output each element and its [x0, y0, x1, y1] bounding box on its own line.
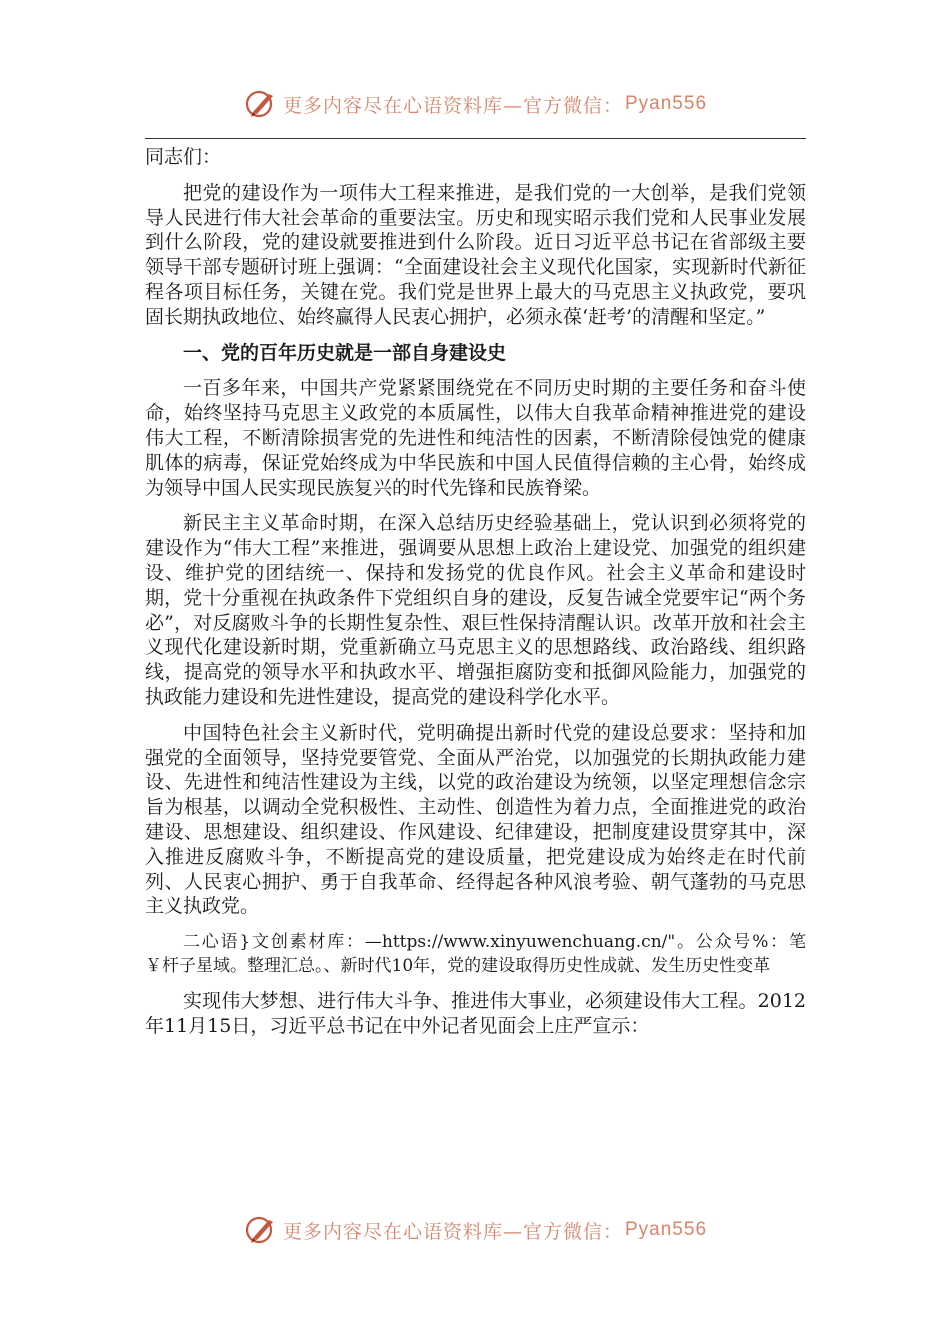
paragraph: 中国特色社会主义新时代，党明确提出新时代党的建设总要求：坚持和加强党的全面领导，坚持党要管党、全面从严治党，以加强党的长期执政能力建设、先进性和纯洁性建设为主线，以党的政治建设为统领，以坚定理想信念宗旨为根基，以调动全党积极性、主动性、创造性为着力点，全面推进党的政治建设、思想建设、组织建设、作风建设、纪律建设，把制度建设贯穿其中，深入推进反腐败斗争，不断提高党的建设质量，把党建设成为始终走在时代前列、人民衷心拥护、勇于自我革命、经得起各种风浪考验、朝气蓬勃的马克思主义执政党。 [145, 721, 806, 918]
footer-banner [0, 1210, 950, 1250]
banner-text: 更多内容尽在心语资料库—官方微信： [282, 1220, 623, 1243]
paragraph: 一百多年来，中国共产党紧紧围绕党在不同历史时期的主要任务和奋斗使命，始终坚持马克思主义政党的本质属性，以伟大自我革命精神推进党的建设伟大工程，不断清除损害党的先进性和纯洁性的因素，不断清除侵蚀党的健康肌体的病毒，保证党始终成为中华民族和中国人民值得信赖的主心骨，始终成为领导中国人民实现民族复兴的时代先锋和民族脊梁。 [145, 377, 806, 499]
banner-text: 更多内容尽在心语资料库—官方微信： [282, 94, 623, 117]
paragraph: 新民主主义革命时期，在深入总结历史经验基础上，党认识到必须将党的建设作为“伟大工程”来推进，强调要从思想上政治上建设党、加强党的组织建设、维护党的团结统一、保持和发扬党的优良作风。社会主义革命和建设时期，党十分重视在执政条件下党组织自身的建设，反复告诫全党要牢记“两个务必”，对反腐败斗争的长期性复杂性、艰巨性保持清醒认识。改革开放和社会主义现代化建设新时期，党重新确立马克思主义的思想路线、政治路线、组织路线，提高党的领导水平和执政水平、增强拒腐防变和抵御风险能力，加强党的执政能力建设和先进性建设，提高党的建设科学化水平。 [145, 512, 806, 708]
document-body [145, 145, 806, 1039]
salutation: 同志们： [145, 146, 222, 168]
banner-wechat-id: Pyan556 [625, 1219, 708, 1240]
banner-wechat-id: Pyan556 [625, 93, 708, 114]
header-divider [145, 138, 806, 139]
section-heading: 一、党的百年历史就是一部自身建设史 [183, 341, 507, 364]
paragraph: 实现伟大梦想、进行伟大斗争、推进伟大事业，必须建设伟大工程。2012年11月15日，习近平总书记在中外记者见面会上庄严宣示： [145, 990, 806, 1037]
source-watermark-line: 二心语}文创素材库：—https://www.xinyuwenchuang.cn/"。公众号%：笔￥杆子星域。整理汇总。、新时代10年，党的建设取得历史性成就、发生历史性变革 [145, 932, 806, 977]
paragraph-intro: 把党的建设作为一项伟大工程来推进，是我们党的一大创举，是我们党领导人民进行伟大社会革命的重要法宝。历史和现实昭示我们党和人民事业发展到什么阶段，党的建设就要推进到什么阶段。近日习近平总书记在省部级主要领导干部专题研讨班上强调：“全面建设社会主义现代化国家，实现新时代新征程各项目标任务，关键在党。我们党是世界上最大的马克思主义执政党，要巩固长期执政地位、始终赢得人民衷心拥护，必须永葆‘赶考’的清醒和坚定。” [145, 181, 806, 328]
header-banner [0, 84, 950, 124]
pen-logo-icon [243, 1212, 279, 1248]
pen-logo-icon [243, 86, 279, 122]
